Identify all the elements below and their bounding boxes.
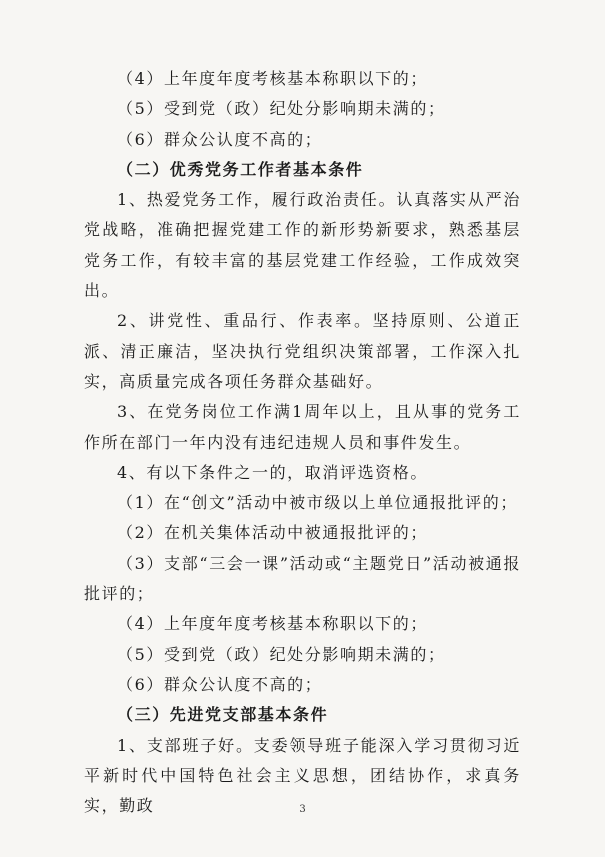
body-paragraph: 2、讲党性、重品行、作表率。坚持原则、公道正派、清正廉洁，坚决执行党组织决策部署，工作深入扎实，高质量完成各项任务群众基础好。 bbox=[84, 311, 521, 391]
list-item: （6）群众公认度不高的； bbox=[117, 674, 323, 694]
list-item: （4）上年度年度考核基本称职以下的； bbox=[117, 69, 428, 88]
list-item: （4）上年度年度考核基本称职以下的； bbox=[117, 614, 428, 634]
list-item: （1）在“创文”活动中被市级以上单位通报批评的； bbox=[117, 493, 518, 513]
page-number: 3 bbox=[299, 804, 306, 815]
section-heading: （三）先进党支部基本条件 bbox=[117, 705, 329, 725]
list-item: （5）受到党（政）纪处分影响期未满的； bbox=[117, 99, 446, 119]
body-paragraph: 1、支部班子好。支委领导班子能深入学习贯彻习近平新时代中国特色社会主义思想，团结协作，求真务实，勤政 bbox=[84, 735, 521, 816]
list-item: （2）在机关集体活动中被通报批评的； bbox=[117, 523, 428, 543]
body-paragraph: 1、热爱党务工作，履行政治责任。认真落实从严治党战略，准确把握党建工作的新形势新要求，熟悉基层党务工作，有较丰富的基层党建工作经验，工作成效突出。 bbox=[84, 190, 521, 301]
section-heading: （二）优秀党务工作者基本条件 bbox=[117, 159, 364, 179]
list-item: （3）支部“三会一课”活动或“主题党日”活动被通报批评的； bbox=[84, 553, 521, 604]
body-paragraph: 4、有以下条件之一的，取消评选资格。 bbox=[117, 462, 428, 482]
list-item: （6）群众公认度不高的； bbox=[117, 129, 323, 149]
list-item: （5）受到党（政）纪处分影响期未满的； bbox=[117, 644, 446, 664]
document-body bbox=[84, 64, 521, 821]
body-paragraph: 3、在党务岗位工作满1周年以上，且从事的党务工作所在部门一年内没有违纪违规人员和事件发生。 bbox=[84, 402, 521, 452]
